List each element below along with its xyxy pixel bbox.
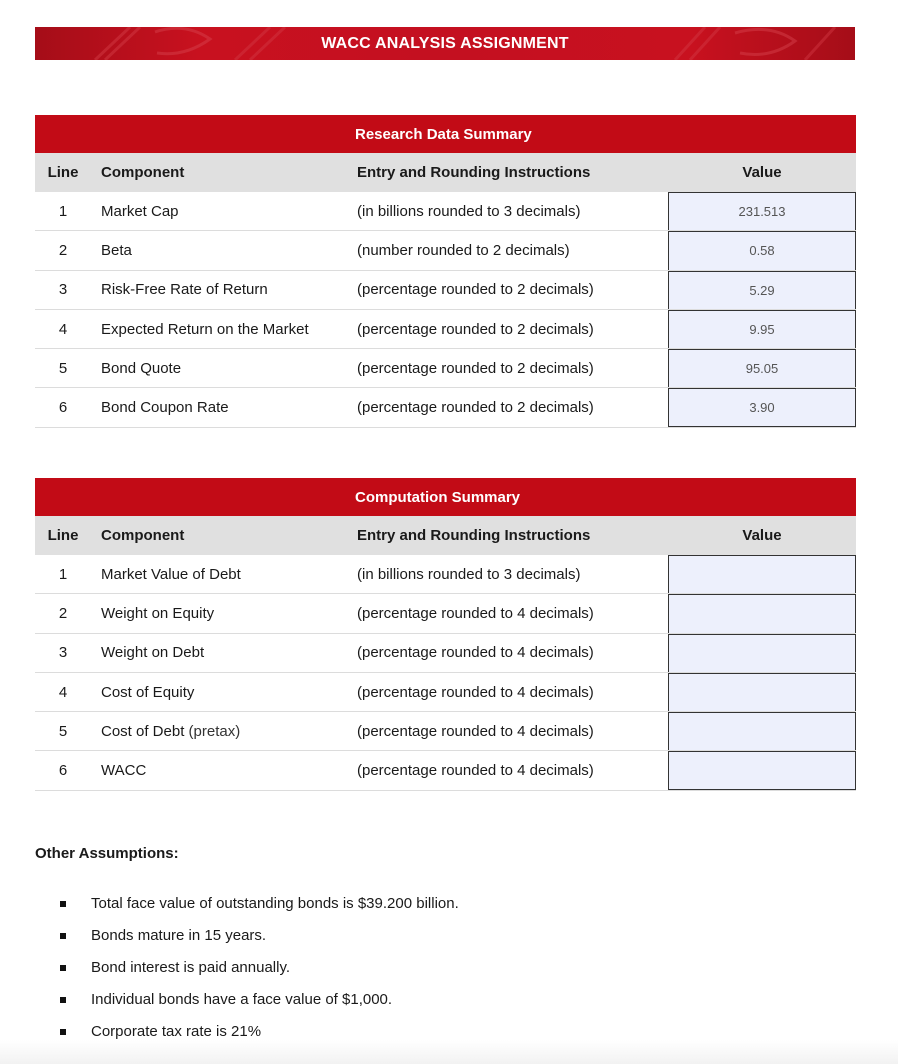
table-row: [35, 231, 856, 270]
line-number: 3: [58, 644, 68, 662]
table-row: [35, 594, 856, 633]
research-section-title: Research Data Summary: [355, 126, 532, 143]
header-line: Line: [47, 527, 79, 544]
line-number: 6: [58, 399, 68, 417]
computation-section-title: Computation Summary: [355, 489, 521, 506]
entry-instructions: (in billions rounded to 3 decimals): [357, 565, 581, 583]
list-item: [57, 894, 459, 926]
table-row: [35, 712, 856, 751]
component-name: Risk-Free Rate of Return: [101, 281, 268, 299]
computation-table: [35, 478, 856, 791]
line-number: 2: [58, 241, 68, 259]
component-label: [101, 349, 181, 387]
entry-instructions: (percentage rounded to 4 decimals): [357, 604, 594, 622]
value-cell[interactable]: 231.513: [668, 192, 856, 230]
header-instructions: Entry and Rounding Instructions: [357, 164, 591, 181]
bullet-square-icon: [60, 1029, 66, 1035]
component-name: Cost of Debt: [101, 722, 189, 740]
header-line: Line: [47, 164, 79, 181]
value-cell[interactable]: 0.58: [668, 231, 856, 269]
table-row: [35, 310, 856, 349]
value-cell[interactable]: 9.95: [668, 310, 856, 348]
component-note: (pretax): [188, 722, 241, 740]
value-input-cell[interactable]: [668, 712, 856, 750]
bullet-square-icon: [60, 997, 66, 1003]
line-number: 3: [58, 281, 68, 299]
computation-column-header: [35, 516, 856, 555]
assumption-text: Corporate tax rate is 21%: [91, 1023, 262, 1040]
entry-instructions: (number rounded to 2 decimals): [357, 241, 570, 259]
component-name: Bond Quote: [101, 359, 182, 377]
research-column-header: [35, 153, 856, 192]
assumption-text: Bond interest is paid annually.: [91, 959, 291, 976]
component-name: Cost of Equity: [101, 683, 195, 701]
entry-instructions: (percentage rounded to 4 decimals): [357, 762, 594, 780]
assumptions-list: [57, 894, 459, 1054]
component-label: [101, 634, 204, 672]
line-number: 5: [58, 722, 68, 740]
table-row: [35, 349, 856, 388]
component-name: Bond Coupon Rate: [101, 399, 229, 417]
table-row: [35, 673, 856, 712]
bottom-edge-shadow: [0, 1040, 898, 1064]
entry-instructions: (percentage rounded to 4 decimals): [357, 644, 594, 662]
component-label: [101, 388, 229, 426]
component-name: Weight on Debt: [101, 644, 205, 662]
entry-instructions: (percentage rounded to 4 decimals): [357, 683, 594, 701]
component-label: [101, 310, 309, 348]
header-component: Component: [101, 527, 185, 544]
component-label: [101, 192, 179, 230]
value-cell[interactable]: 95.05: [668, 349, 856, 387]
value-input-cell[interactable]: [668, 594, 856, 632]
list-item: [57, 990, 459, 1022]
entry-instructions: (percentage rounded to 2 decimals): [357, 320, 594, 338]
component-label: [101, 555, 241, 593]
value-cell[interactable]: 3.90: [668, 388, 856, 426]
header-component: Component: [101, 164, 185, 181]
computation-section-header: [35, 478, 856, 516]
table-row: [35, 634, 856, 673]
table-row: [35, 192, 856, 231]
title-banner: [35, 27, 855, 60]
line-number: 4: [58, 683, 68, 701]
component-label: [101, 673, 194, 711]
line-number: 6: [58, 762, 68, 780]
table-row: [35, 751, 856, 790]
entry-instructions: (in billions rounded to 3 decimals): [357, 202, 581, 220]
research-section-header: [35, 115, 856, 153]
component-label: [101, 712, 240, 750]
assumption-text: Bonds mature in 15 years.: [91, 927, 267, 944]
line-number: 5: [58, 359, 68, 377]
line-number: 4: [58, 320, 68, 338]
list-item: [57, 958, 459, 990]
component-name: Market Value of Debt: [101, 565, 241, 583]
table-row: [35, 555, 856, 594]
entry-instructions: (percentage rounded to 4 decimals): [357, 722, 594, 740]
value-input-cell[interactable]: [668, 751, 856, 789]
component-label: [101, 231, 132, 269]
component-label: [101, 271, 268, 309]
line-number: 2: [58, 604, 68, 622]
page-title: WACC ANALYSIS ASSIGNMENT: [321, 35, 569, 52]
line-number: 1: [58, 565, 68, 583]
assumptions-title: Other Assumptions:: [35, 845, 179, 862]
value-input-cell[interactable]: [668, 634, 856, 672]
component-label: [101, 751, 146, 789]
table-row: [35, 388, 856, 427]
bullet-square-icon: [60, 933, 66, 939]
entry-instructions: (percentage rounded to 2 decimals): [357, 359, 594, 377]
component-name: Beta: [101, 241, 132, 259]
bullet-square-icon: [60, 965, 66, 971]
component-name: WACC: [101, 762, 147, 780]
value-input-cell[interactable]: [668, 673, 856, 711]
component-label: [101, 594, 214, 632]
header-instructions: Entry and Rounding Instructions: [357, 527, 591, 544]
value-input-cell[interactable]: [668, 555, 856, 593]
assumption-text: Total face value of outstanding bonds is $39.200 billion.: [91, 895, 459, 912]
entry-instructions: (percentage rounded to 2 decimals): [357, 399, 594, 417]
table-row: [35, 271, 856, 310]
list-item: [57, 926, 459, 958]
bullet-square-icon: [60, 901, 66, 907]
research-data-table: [35, 115, 856, 428]
assumption-text: Individual bonds have a face value of $1,000.: [91, 991, 393, 1008]
line-number: 1: [58, 202, 68, 220]
value-cell[interactable]: 5.29: [668, 271, 856, 309]
component-name: Expected Return on the Market: [101, 320, 309, 338]
entry-instructions: (percentage rounded to 2 decimals): [357, 281, 594, 299]
component-name: Weight on Equity: [101, 604, 215, 622]
header-value: Value: [742, 527, 782, 544]
component-name: Market Cap: [101, 202, 179, 220]
header-value: Value: [742, 164, 782, 181]
